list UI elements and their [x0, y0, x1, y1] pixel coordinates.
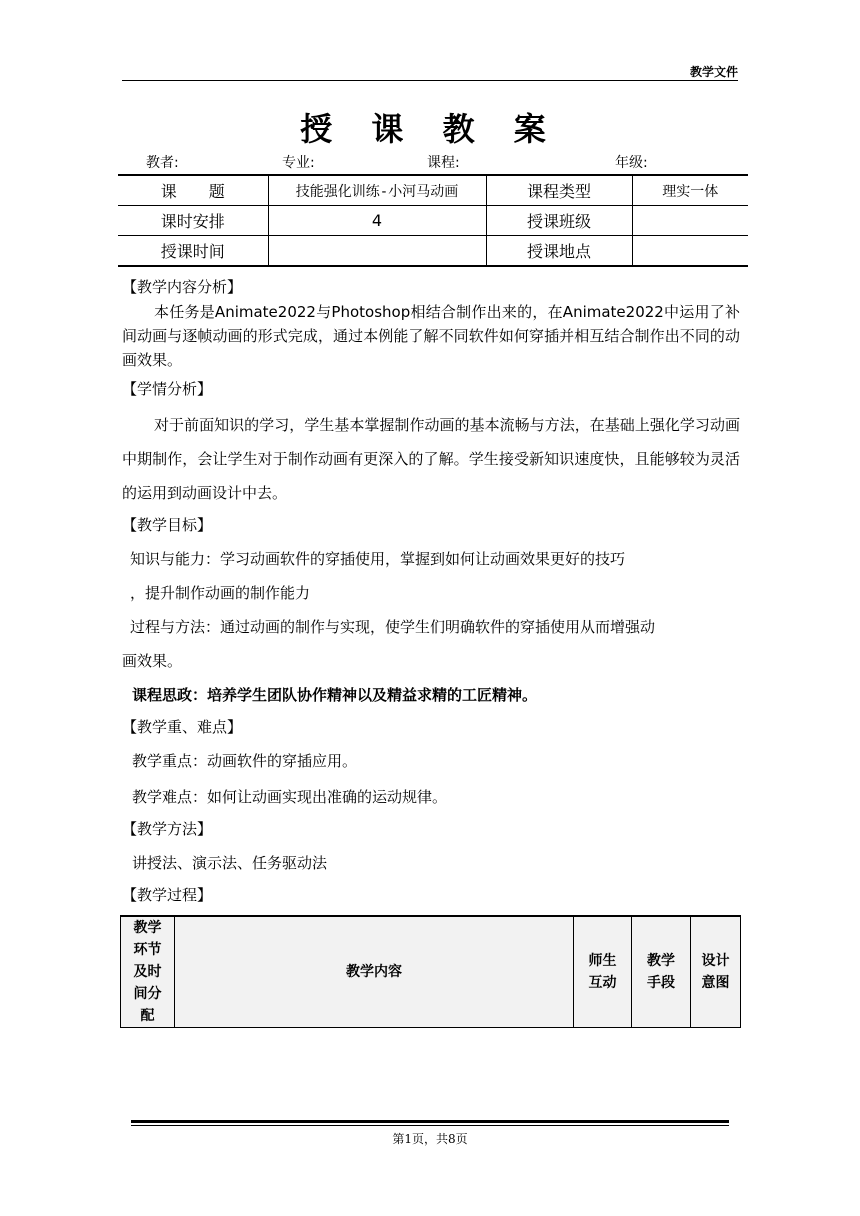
table-row: [118, 175, 748, 206]
column-header-content: 教学内容: [175, 916, 574, 1028]
objectives-heading: 【教学目标】: [122, 516, 213, 534]
student-analysis-heading: 【学情分析】: [122, 380, 213, 398]
page-number: 第1页，共8页: [392, 1132, 468, 1146]
course-label: 课程:: [427, 155, 460, 171]
content-analysis-text: 本任务是Animate2022与Photoshop相结合制作出来的，在Animate2022中运用了补间动画与逐帧动画的形式完成，通过本例能了解不同软件如何穿插并相互结合制作出不同的动画效果。: [122, 303, 740, 369]
table-row: [118, 206, 748, 236]
column-header-interaction: 师生互动: [574, 916, 632, 1028]
difficult-point-line: 教学难点：如何让动画实现出准确的运动规律。: [132, 788, 448, 806]
course-info-table: [118, 174, 748, 267]
hours-label: 课时安排: [118, 206, 268, 236]
header-divider: [122, 80, 738, 81]
hours-value: 4: [268, 206, 486, 236]
teacher-label: 教者:: [146, 155, 179, 171]
class-label: 授课班级: [486, 206, 632, 236]
process-heading: 【教学过程】: [122, 886, 213, 904]
column-header-stage: 教学环节及时间分配: [121, 916, 175, 1028]
time-label: 授课时间: [118, 236, 268, 267]
student-analysis-text: 对于前面知识的学习，学生基本掌握制作动画的基本流畅与方法，在基础上强化学习动画中期制作，会让学生对于制作动画有更深入的了解。学生接受新知识速度快，且能够较为灵活的运用到动画设计中去。: [122, 416, 740, 502]
topic-value: 技能强化训练-小河马动画: [268, 175, 486, 206]
objective-knowledge-cont: ，提升制作动画的制作能力: [130, 584, 311, 602]
key-point-line: 教学重点：动画软件的穿插应用。: [132, 752, 358, 770]
table-header-row: [121, 916, 741, 1028]
methods-text: 讲授法、演示法、任务驱动法: [132, 854, 328, 872]
objective-process-line: 过程与方法：通过动画的制作与实现，使学生们明确软件的穿插使用从而增强动: [130, 618, 656, 636]
column-header-means: 教学手段: [632, 916, 691, 1028]
class-value: [632, 206, 748, 236]
methods-heading: 【教学方法】: [122, 820, 213, 838]
content-analysis-heading: 【教学内容分析】: [122, 278, 243, 296]
topic-label: 课 题: [118, 175, 268, 206]
objective-knowledge-line: 知识与能力：学习动画软件的穿插使用，掌握到如何让动画效果更好的技巧: [130, 550, 626, 568]
objective-process-cont: 画效果。: [122, 652, 183, 670]
major-label: 专业:: [282, 155, 315, 171]
time-value: [268, 236, 486, 267]
ideology-line: 课程思政：培养学生团队协作精神以及精益求精的工匠精神。: [132, 686, 538, 704]
meta-row: [0, 152, 860, 172]
location-value: [632, 236, 748, 267]
grade-label: 年级:: [615, 155, 648, 171]
course-type-value: 理实一体: [632, 175, 748, 206]
table-row: [118, 236, 748, 267]
column-header-intent: 设计意图: [691, 916, 741, 1028]
header-label: 教学文件: [689, 65, 738, 79]
footer-divider-thick: [131, 1120, 729, 1123]
course-type-label: 课程类型: [486, 175, 632, 206]
key-points-heading: 【教学重、难点】: [122, 718, 243, 736]
document-title: 授 课 教 案: [300, 110, 560, 148]
location-label: 授课地点: [486, 236, 632, 267]
footer-divider-thin: [131, 1125, 729, 1126]
teaching-process-table: [120, 915, 741, 1028]
